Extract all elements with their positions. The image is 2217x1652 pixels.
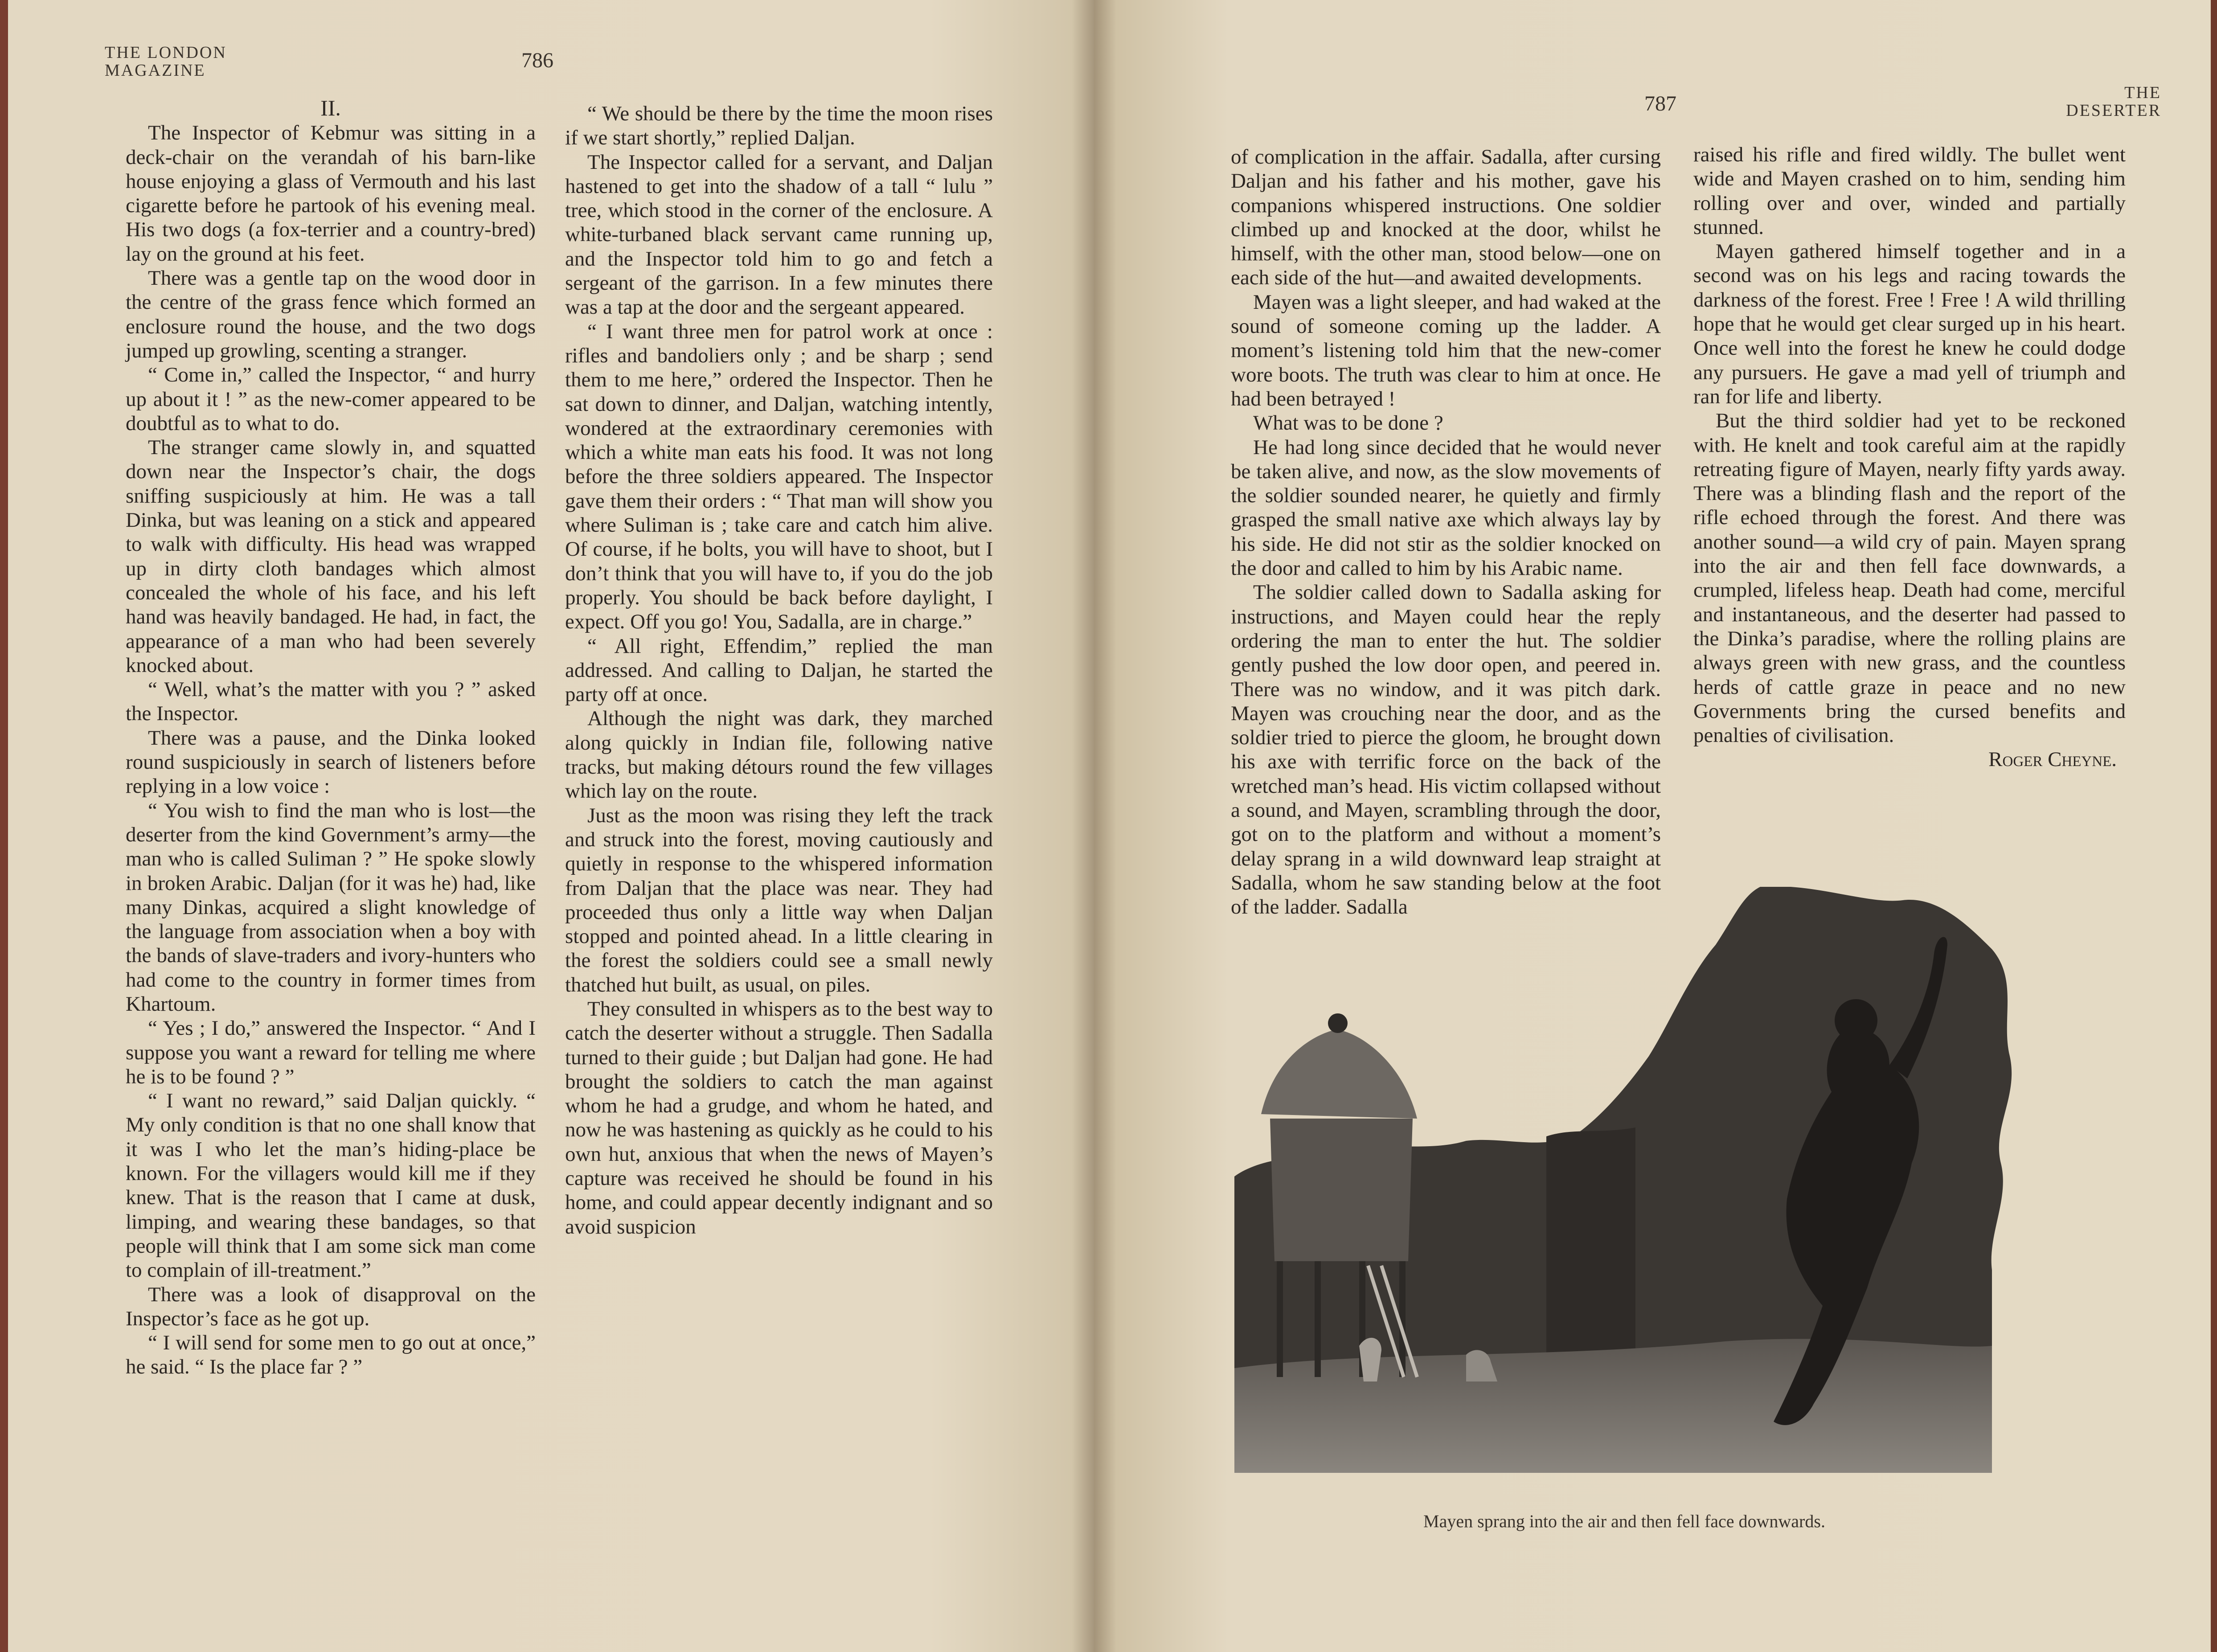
running-head-right: THE DESERTER [2066,83,2161,120]
paragraph: The stranger came slowly in, and squatted down near the Inspector’s chair, the dogs sniffing suspiciously at him. He was a tall Dinka, but was leaning on a stick and appeared to walk with difficulty. His head was wrapped up in dirty cloth bandages which almost concealed the whole of his face, and his left hand was heavily bandaged. He had, in fact, the appearance of a man who had been severely knocked about. [126,436,536,677]
right-column-2 [1693,143,2126,772]
paragraph: “ We should be there by the time the moon rises if we start shortly,” replied Daljan. [565,102,993,150]
left-column-2 [565,102,993,1239]
paragraph: Just as the moon was rising they left the track and struck into the forest, moving cautiously and quietly in response to the whispered information from Daljan that the place was near. They had proceeded thus only a little way when Daljan stopped and pointed ahead. In a little clearing in the forest the soldiers could see a small newly thatched hut built, as usual, on piles. [565,803,993,996]
cover-edge-right [2211,0,2217,1652]
page-number-right: 787 [1644,92,1676,115]
paragraph: “ Well, what’s the matter with you ? ” asked the Inspector. [126,678,536,726]
paragraph: They consulted in whispers as to the best way to catch the deserter without a struggle. Then Sadalla turned to their guide ; but Daljan had gone. He had brought the soldiers to catch the man against whom he had a grudge, and whom he hated, and now he was hastening as quickly as he could to his own hut, anxious that when the news of Mayen’s capture was received he should be found in his home, and could appear decently indignant and so avoid suspicion [565,997,993,1238]
paragraph: The soldier called down to Sadalla asking for instructions, and Mayen could hear the reply ordering the man to enter the hut. The soldier gently pushed the low door open, and peered in. There was no window, and it was pitch dark. Mayen was crouching near the door, and as the soldier tried to pierce the gloom, he brought down his axe with terrific force on the back of the wretched man’s head. His victim collapsed without a sound, and Mayen, scrambling through the door, got on to the platform and without a moment’s delay sprang in a wild downward leap straight at Sadalla, whom he saw standing below at the foot of the ladder. Sadalla [1231,581,1661,919]
paragraph: Although the night was dark, they marched along quickly in Indian file, following native tracks, but making détours round the few villages which lay on the route. [565,707,993,803]
paragraph: “ Come in,” called the Inspector, “ and hurry up about it ! ” as the new-comer appeared to be doubtful as to what to do. [126,363,536,435]
paragraph: What was to be done ? [1253,411,1443,435]
paragraph: There was a gentle tap on the wood door in the centre of the grass fence which formed an enclosure round the house, and the two dogs jumped up growling, scenting a stranger. [126,266,536,362]
paragraph: The Inspector called for a servant, and Daljan hastened to get into the shadow of a tall “ lulu ” tree, which stood in the corner of the enclosure. A white-turbaned black servant came running up, and the Inspector told him to go and fetch a sergeant of the garrison. In a few minutes there was a tap at the door and the sergeant appeared. [565,150,993,319]
paragraph: Mayen gathered himself together and in a second was on his legs and racing towards the darkness of the forest. Free ! Free ! A wild thrilling hope that he would get clear surged up in his heart. Once well into the forest he knew he could dodge any pursuers. He gave a mad yell of triumph and ran for life and liberty. [1693,240,2126,408]
running-head-left: THE LONDON MAGAZINE [105,43,227,80]
paragraph: “ I will send for some men to go out at once,” he said. “ Is the place far ? ” [126,1331,536,1379]
paragraph: There was a pause, and the Dinka looked round suspiciously in search of listeners before replying in a low voice : [126,726,536,798]
paragraph: “ I want three men for patrol work at once : rifles and bandoliers only ; and be sharp ; send them to me here,” ordered the Inspector. Then he sat down to dinner, and Daljan, watching intently, wondered at the extraordinary ceremonies with which a white man eats his food. It was not long before the three soldiers appeared. The Inspector gave them their orders : “ That man will show you where Suliman is ; take care and catch him alive. Of course, if he bolts, you will have to shoot, but I don’t think that you will have to, if you do the job properly. You should be back before daylight, I expect. Off you go! You, Sadalla, are in charge.” [565,320,993,634]
clearing-ground [1234,1339,1992,1473]
story-illustration [1234,887,2014,1473]
section-heading: II. [320,95,341,120]
paragraph: “ You wish to find the man who is lost—the deserter from the kind Government’s army—the man who is called Suliman ? ” He spoke slowly in broken Arabic. Daljan (for it was he) had, like many Dinkas, acquired a slight knowledge of the language from association when a boy with the bands of slave-traders and ivory-hunters who had come to the country in former times from Khartoum. [126,799,536,1016]
right-column-1 [1231,145,1661,919]
page-number-left: 786 [521,49,553,72]
paragraph: The Inspector of Kebmur was sitting in a deck-chair on the verandah of his barn-like house enjoying a glass of Vermouth and his last cigarette before he partook of his evening meal. His two dogs (a fox-terrier and a country-bred) lay on the ground at his feet. [126,121,536,266]
paragraph-continued: raised his rifle and fired wildly. The bullet went wide and Mayen crashed on to him, sending him rolling over and over, winded and partially stunned. [1693,143,2126,239]
paragraph: “ I want no reward,” said Daljan quickly. “ My only condition is that no one shall know that it was I who let the man’s hiding-place be known. For the villagers would kill me if they knew. That is the reason that I came at dusk, limping, and wearing these bandages, so that people will think that I am some sick man come to complain of ill-treatment.” [126,1089,536,1282]
cover-edge-left [0,0,8,1652]
left-column-1 [126,96,536,1379]
illustration-caption: Mayen sprang into the air and then fell face downwards. [1423,1511,1825,1531]
paragraph: He had long since decided that he would never be taken alive, and now, as the slow movements of the soldier sounded nearer, he quietly and firmly grasped the small native axe which always lay by his side. He did not stir as the soldier knocked on the door and called to him by his Arabic name. [1231,435,1661,580]
paragraph: “ All right, Effendim,” replied the man addressed. And calling to Daljan, he started the party off at once. [565,634,993,706]
paragraph: Mayen was a light sleeper, and had waked at the sound of someone coming up the ladder. A moment’s listening told him that the new-comer wore boots. The truth was clear to him at once. He had been betrayed ! [1231,290,1661,410]
paragraph: But the third soldier had yet to be reckoned with. He knelt and took careful aim at the rapidly retreating figure of Mayen, nearly fifty yards away. There was a blinding flash and the report of the rifle echoed through the forest. And there was another sound—a wild cry of pain. Mayen sprang into the air and then fell face downwards, a crumpled, lifeless heap. Death had come, merciful and instantaneous, and the deserter had passed to the Dinka’s paradise, where the rolling plains are always green with new grass, and the countless herds of cattle graze in peace and no new Governments bring the cursed benefits and penalties of civilisation. [1693,409,2126,747]
book-gutter [1072,0,1116,1652]
author-signature: Roger Cheyne. [1988,748,2117,771]
paragraph-continued: of complication in the affair. Sadalla, after cursing Daljan and his father and his mother, gave his companions whispered instructions. One soldier climbed up and knocked at the door, whilst he himself, with the other man, stood below—one on each side of the hut—and awaited developments. [1231,145,1661,290]
paragraph: “ Yes ; I do,” answered the Inspector. “ And I suppose you want a reward for telling me where he is to be found ? ” [126,1017,536,1088]
paragraph: There was a look of disapproval on the Inspector’s face as he got up. [126,1283,536,1330]
